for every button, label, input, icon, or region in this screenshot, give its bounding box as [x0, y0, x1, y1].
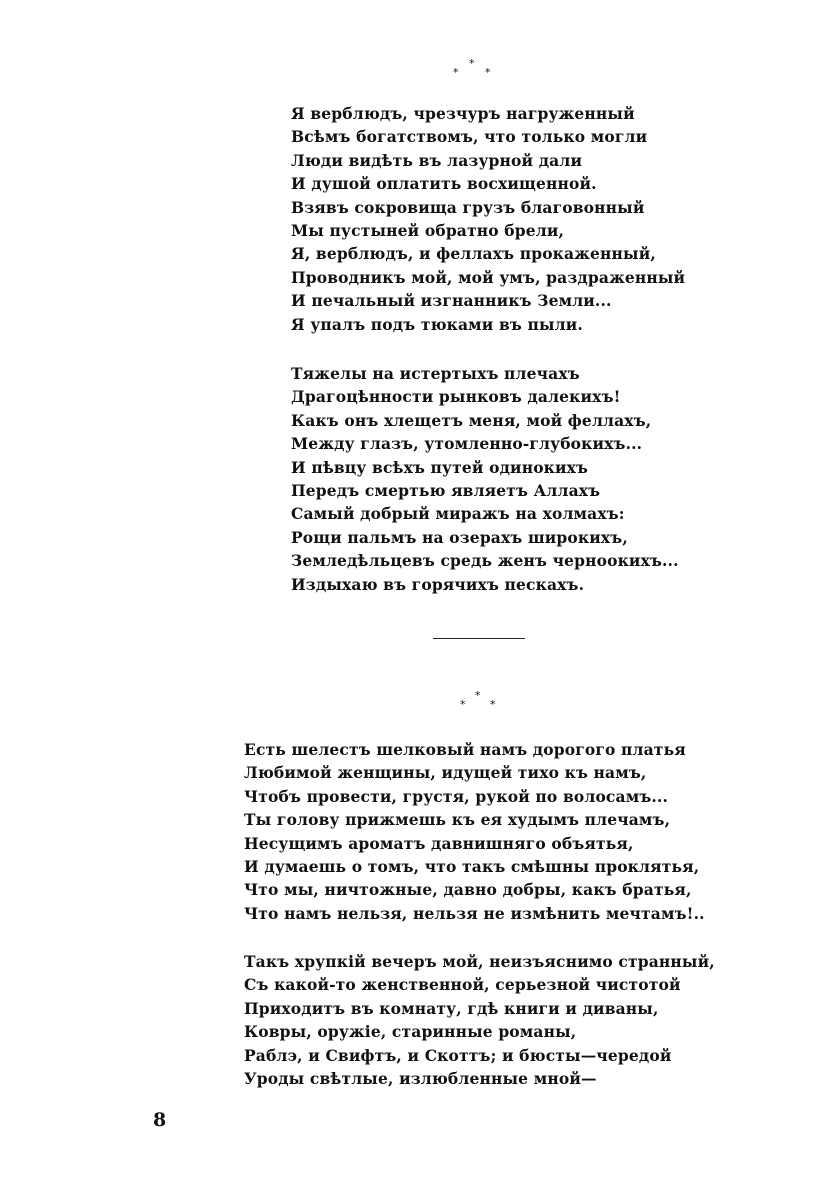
verse-line: И думаешь о томъ, что такъ смѣшны проклятья, — [244, 856, 700, 876]
asterism-star-top: * — [469, 57, 475, 70]
asterism-star-left: * — [460, 698, 466, 711]
verse-line: Мы пустыней обратно брели, — [291, 220, 565, 240]
asterism-star-right: * — [490, 698, 496, 711]
poem-2-stanza-2 — [244, 950, 715, 1090]
poem-2-stanza-1 — [244, 738, 705, 925]
asterism-star-top: * — [475, 689, 481, 702]
verse-line: Уроды свѣтлые, излюбленные мной— — [244, 1068, 597, 1088]
verse-line: Несущимъ ароматъ давнишняго объятья, — [244, 833, 634, 853]
verse-line: Ты голову прижмешь къ ея худымъ плечамъ, — [244, 810, 671, 830]
verse-line: Земледѣльцевъ средь женъ черноокихъ... — [291, 551, 679, 571]
verse-line: Ковры, оружіе, старинные романы, — [244, 1022, 577, 1042]
verse-line: Я, верблюдъ, и феллахъ прокаженный, — [291, 244, 656, 264]
asterism-poem-2 — [457, 690, 517, 714]
verse-line: Издыхаю въ горячихъ пескахъ. — [291, 574, 585, 594]
verse-line: Я упалъ подъ тюками въ пыли. — [291, 314, 583, 334]
verse-line: Есть шелестъ шелковый намъ дорогого платья — [244, 740, 686, 759]
verse-line: Всѣмъ богатствомъ, что только могли — [291, 127, 648, 147]
asterism-poem-1 — [449, 58, 509, 82]
verse-line: Какъ онъ хлещетъ меня, мой феллахъ, — [291, 410, 652, 430]
poem-1-stanza-2 — [291, 362, 679, 596]
verse-line: Что намъ нельзя, нельзя не измѣнить мечтамъ!.. — [244, 903, 705, 923]
asterism-star-left: * — [453, 66, 459, 79]
verse-line: Съ какой-то женственной, серьезной чистотой — [244, 975, 681, 995]
asterism-star-right: * — [485, 66, 491, 79]
verse-line: Между глазъ, утомленно-глубокихъ... — [291, 434, 643, 454]
verse-line: Приходитъ въ комнату, гдѣ книги и диваны, — [244, 998, 659, 1018]
verse-line: И пѣвцу всѣхъ путей одинокихъ — [291, 457, 589, 477]
verse-line: Люди видѣть въ лазурной дали — [291, 150, 583, 170]
verse-line: Самый добрый миражъ на холмахъ: — [291, 504, 625, 524]
verse-line: Тяжелы на истертыхъ плечахъ — [291, 364, 580, 383]
verse-line: Любимой женщины, идущей тихо къ намъ, — [244, 763, 647, 783]
verse-line: Такъ хрупкій вечеръ мой, неизъяснимо странный, — [244, 952, 715, 971]
verse-line: И душой оплатить восхищенной. — [291, 174, 597, 194]
verse-line: Рощи пальмъ на озерахъ широкихъ, — [291, 527, 628, 547]
verse-line: Чтобъ провести, грустя, рукой по волосамъ... — [244, 786, 669, 806]
verse-line: Передъ смертью являетъ Аллахъ — [291, 480, 601, 500]
section-divider — [433, 638, 525, 639]
verse-line: Проводникъ мой, мой умъ, раздраженный — [291, 267, 686, 287]
verse-line: Я верблюдъ, чрезчуръ нагруженный — [291, 104, 635, 123]
verse-line: Раблэ, и Свифтъ, и Скоттъ; и бюсты—чередой — [244, 1045, 672, 1065]
page-number: 8 — [153, 1109, 167, 1131]
verse-line: И печальный изгнанникъ Земли... — [291, 291, 612, 311]
verse-line: Что мы, ничтожные, давно добры, какъ братья, — [244, 880, 692, 900]
verse-line: Драгоцѣнности рынковъ далекихъ! — [291, 387, 621, 407]
poem-1-stanza-1 — [291, 102, 685, 336]
verse-line: Взявъ сокровища грузъ благовонный — [291, 197, 645, 217]
